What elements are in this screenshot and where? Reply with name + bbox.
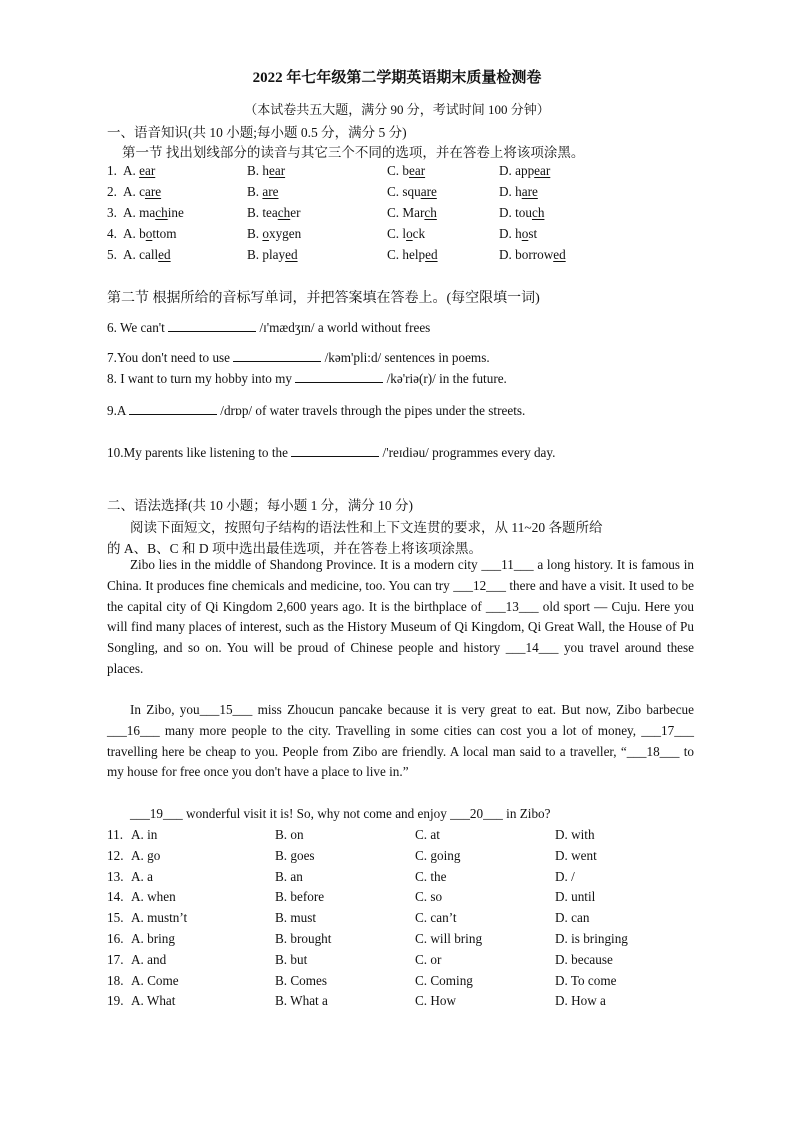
underlined-sound: ch <box>531 205 545 220</box>
underlined-sound: ed <box>425 247 438 262</box>
item-text: 8. I want to turn my hobby into my <box>107 371 292 386</box>
option-d: D. is bringing <box>555 931 628 946</box>
word-part: er <box>290 205 301 220</box>
item-text: 9.A <box>107 403 126 418</box>
question-number: 3. <box>107 205 117 220</box>
underlined-sound: o <box>145 226 153 241</box>
option-b: B. on <box>275 827 304 842</box>
word-part: st <box>528 226 538 241</box>
option-d <box>499 163 550 179</box>
option-b: B. must <box>275 910 317 926</box>
option-c: C. so <box>415 889 443 905</box>
option-letter: B. <box>247 163 263 178</box>
option-a: A. What <box>131 993 176 1009</box>
word-part: h <box>515 184 522 199</box>
underlined-sound: ed <box>553 247 566 262</box>
option-letter: D. <box>499 247 516 262</box>
option-c: C. will bring <box>415 931 483 946</box>
spelling-item <box>107 444 555 461</box>
underlined-sound: ear <box>534 163 551 178</box>
underlined-sound: ear <box>139 163 156 178</box>
option-letter: C. <box>387 247 403 262</box>
spelling-item <box>107 319 430 336</box>
option-a: A. in <box>131 827 158 842</box>
option-c <box>387 205 437 221</box>
option-d: D. / <box>555 868 575 884</box>
phonetic-symbol: /kəm'pli:d/ <box>324 350 382 365</box>
underlined-sound: are <box>144 184 162 199</box>
item-text: programmes every day. <box>432 445 556 460</box>
answer-blank <box>291 444 379 457</box>
answer-blank <box>168 319 256 332</box>
option-b <box>247 205 300 221</box>
option-c <box>387 226 425 242</box>
option-letter: C. <box>387 226 403 241</box>
option-letter: B. <box>247 247 263 262</box>
option-c <box>387 184 437 200</box>
underlined-sound: ear <box>408 163 426 178</box>
option-a <box>123 247 171 263</box>
option-c: C. or <box>415 951 442 967</box>
item-text: 10.My parents like listening to the <box>107 445 288 460</box>
item-text: in the future. <box>439 371 507 386</box>
word-part: tou <box>515 205 532 220</box>
option-b <box>247 184 279 200</box>
underlined-sound: are <box>521 184 538 199</box>
spelling-item <box>107 370 507 387</box>
option-c <box>387 163 425 179</box>
option-c <box>387 247 438 263</box>
question-number: 2. <box>107 184 117 199</box>
option-d: D. To come <box>555 972 617 988</box>
word-part: call <box>139 247 159 262</box>
underlined-sound: ed <box>285 247 298 262</box>
section2-heading: 二、语法选择(共 10 小题；每小题 1 分，满分 10 分) <box>107 498 413 513</box>
question-number: 1. <box>107 163 117 178</box>
option-b: B. Comes <box>275 972 328 988</box>
word-part: xygen <box>268 226 302 241</box>
spelling-item <box>107 402 525 419</box>
underlined-sound: o <box>406 226 413 241</box>
word-part: borrow <box>515 247 554 262</box>
option-letter: A. <box>123 163 140 178</box>
word-part: ine <box>167 205 184 220</box>
option-letter: B. <box>247 226 263 241</box>
option-a: A. go <box>131 847 161 863</box>
word-part: b <box>139 226 146 241</box>
option-a: A. a <box>131 868 153 884</box>
page-subtitle: （本试卷共五大题，满分 90 分，考试时间 100 分钟） <box>244 102 550 117</box>
question-number: 12. <box>107 847 124 863</box>
word-part: h <box>515 226 522 241</box>
option-letter: C. <box>387 205 403 220</box>
option-b: B. before <box>275 889 325 905</box>
answer-blank <box>295 370 383 383</box>
option-a <box>123 163 155 179</box>
item-text: of water travels through the pipes under the streets. <box>255 403 526 418</box>
word-part: ttom <box>152 226 177 241</box>
option-letter: C. <box>387 184 403 199</box>
option-letter: D. <box>499 184 516 199</box>
word-part: b <box>402 163 409 178</box>
underlined-sound: ear <box>268 163 286 178</box>
option-letter: C. <box>387 163 403 178</box>
option-c: C. Coming <box>415 972 473 988</box>
question-number: 16. <box>107 931 124 946</box>
option-d <box>499 247 566 263</box>
option-b <box>247 247 298 263</box>
option-d: D. until <box>555 889 596 905</box>
option-a <box>123 184 161 200</box>
option-letter: D. <box>499 205 516 220</box>
word-part: tea <box>262 205 278 220</box>
option-a: A. mustn’t <box>131 910 188 926</box>
option-letter: A. <box>123 247 140 262</box>
answer-blank <box>129 402 217 415</box>
option-d <box>499 226 537 242</box>
underlined-sound: ch <box>277 205 291 220</box>
answer-blank <box>233 349 321 362</box>
phonetic-symbol: /'reɪdiəu/ <box>382 445 429 460</box>
question-number: 4. <box>107 226 117 241</box>
option-letter: A. <box>123 184 140 199</box>
phonetic-symbol: /ɪ'mædʒɪn/ <box>259 320 315 335</box>
option-a: A. and <box>131 951 167 967</box>
option-d: D. because <box>555 951 613 967</box>
question-number: 14. <box>107 889 124 905</box>
option-d <box>499 205 544 221</box>
word-part: l <box>402 226 407 241</box>
word-part: help <box>402 247 426 262</box>
option-c: C. the <box>415 868 447 884</box>
question-number: 5. <box>107 247 117 262</box>
option-b: B. but <box>275 951 308 967</box>
option-b: B. What a <box>275 993 328 1009</box>
question-number: 15. <box>107 910 124 926</box>
word-part: squ <box>402 184 421 199</box>
underlined-sound: ed <box>158 247 171 262</box>
option-b <box>247 163 285 179</box>
section1-part2-instruction: 第二节 根据所给的音标写单词，并把答案填在答卷上。(每空限填一词) <box>107 291 540 306</box>
option-b: B. an <box>275 868 303 884</box>
section1-part1-instruction: 第一节 找出划线部分的读音与其它三个不同的选项，并在答卷上将该项涂黑。 <box>122 145 585 160</box>
item-text: 6. We can't <box>107 320 165 335</box>
word-part: c <box>139 184 145 199</box>
word-part: ck <box>412 226 426 241</box>
underlined-sound: o <box>521 226 529 241</box>
word-part: h <box>262 163 269 178</box>
item-text: 7.You don't need to use <box>107 350 231 365</box>
question-number: 11. <box>107 827 123 842</box>
option-a <box>123 226 177 242</box>
option-b <box>247 226 301 242</box>
item-text: sentences in poems. <box>384 350 490 365</box>
word-part: play <box>262 247 286 262</box>
passage-paragraph-3: ___19___ wonderful visit it is! So, why not come and enjoy ___20___ in Zibo? <box>130 806 551 821</box>
option-letter: B. <box>247 205 263 220</box>
phonetic-symbol: /drɒp/ <box>220 403 253 418</box>
option-c: C. going <box>415 847 461 863</box>
question-number: 17. <box>107 951 124 967</box>
option-d: D. can <box>555 910 590 926</box>
spelling-item <box>107 349 490 366</box>
option-d: D. with <box>555 827 595 842</box>
option-b: B. brought <box>275 931 332 946</box>
option-letter: B. <box>247 184 263 199</box>
question-number: 13. <box>107 868 124 884</box>
passage-paragraph-1: Zibo lies in the middle of Shandong Province. It is a modern city ___11___ a long history. It is famous in China. It produces fine chemicals and medicine, too. You can try ___12___ there and have a visit. It used to be the capital city of Qi Kingdom 2,600 years ago. It is the birthplace of ___13___ old sport — Cuju. Here you will find many places of interest, such as the History Museum of Qi Kingdom, Qi Great Wall, the House of Pu Songling, and so on. You will be proud of Chinese people and history ___14___ you travel around these places. <box>107 557 694 676</box>
option-d: D. went <box>555 847 597 863</box>
underlined-sound: o <box>262 226 269 241</box>
option-d <box>499 184 538 200</box>
question-number: 19. <box>107 993 124 1009</box>
phonetic-symbol: /kə'riə(r)/ <box>386 371 436 386</box>
underlined-sound: are <box>262 184 279 199</box>
option-letter: A. <box>123 205 140 220</box>
passage-paragraph-2: In Zibo, you___15___ miss Zhoucun pancake because it is very great to eat. But now, Zibo barbecue ___16___ many more people to the city. Travelling in some cities can cost you a lot of money, ___17___ travelling here be cheap to you. People from Zibo are friendly. A local man said to a traveller, “___18___ to my house for free once you don't have a place to live in.” <box>107 702 694 780</box>
option-letter: A. <box>123 226 140 241</box>
word-part: Mar <box>402 205 425 220</box>
underlined-sound: ch <box>155 205 168 220</box>
underlined-sound: ch <box>424 205 437 220</box>
option-a: A. Come <box>131 972 179 988</box>
option-a <box>123 205 184 221</box>
option-letter: D. <box>499 163 516 178</box>
option-a: A. when <box>131 889 176 905</box>
word-part: app <box>515 163 535 178</box>
section1-heading: 一、语音知识(共 10 小题;每小题 0.5 分，满分 5 分) <box>107 125 407 140</box>
section2-instruction-line1: 阅读下面短文，按照句子结构的语法性和上下文连贯的要求，从 11~20 各题所给 <box>130 520 603 535</box>
option-d: D. How a <box>555 993 606 1009</box>
option-c: C. can’t <box>415 910 457 926</box>
word-part: ma <box>139 205 156 220</box>
option-c: C. How <box>415 993 457 1009</box>
option-a: A. bring <box>131 931 175 946</box>
underlined-sound: are <box>420 184 437 199</box>
option-b: B. goes <box>275 847 315 863</box>
section2-instruction-line2: 的 A、B、C 和 D 项中选出最佳选项，并在答卷上将该项涂黑。 <box>107 541 483 556</box>
page-title: 2022 年七年级第二学期英语期末质量检测卷 <box>252 70 542 86</box>
question-number: 18. <box>107 972 124 988</box>
item-text: a world without frees <box>317 320 431 335</box>
option-c: C. at <box>415 827 440 842</box>
option-letter: D. <box>499 226 516 241</box>
